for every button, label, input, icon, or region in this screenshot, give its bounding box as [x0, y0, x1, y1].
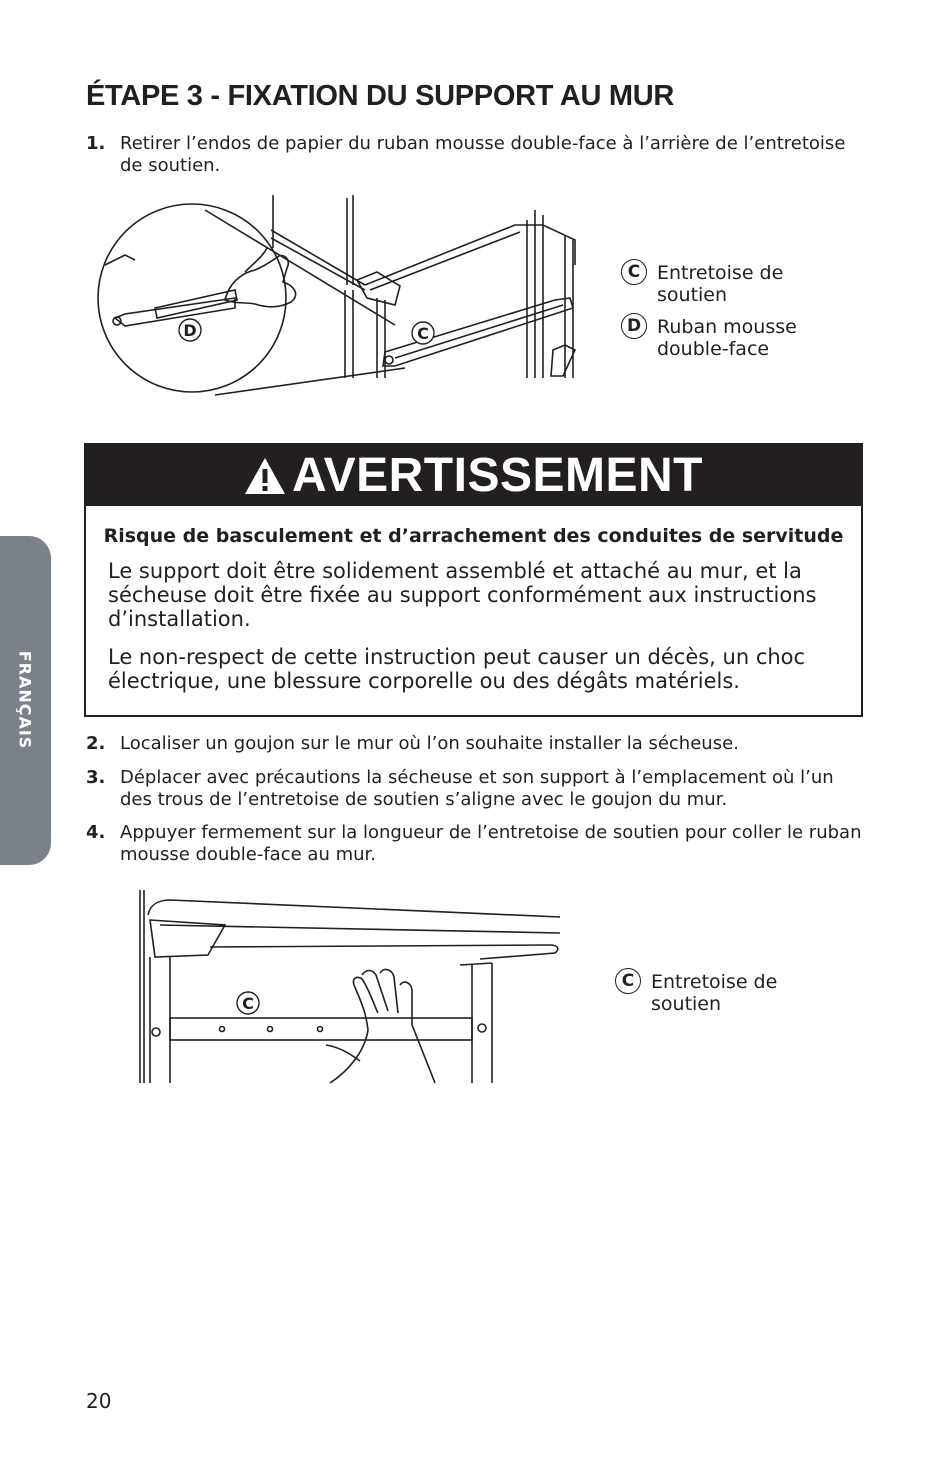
warning-paragraph-1: Le support doit être solidement assemblé et attaché au mur, et la sécheuse doit être fixée au support conformément aux instructions d’installation. [108, 559, 817, 631]
callout-c: C [242, 994, 254, 1013]
language-tab [0, 536, 51, 865]
step-heading: ÉTAPE 3 - FIXATION DU SUPPORT AU MUR [86, 80, 675, 112]
warning-header-bar [86, 445, 861, 506]
legend-item-c [621, 262, 841, 306]
callout-d: D [183, 321, 197, 340]
warning-triangle-icon [244, 457, 286, 495]
page-number: 20 [86, 1389, 112, 1413]
step-2 [86, 733, 866, 755]
step-text: Déplacer avec précautions la sécheuse et son support à l’emplacement où l’un des trous de l’entretoise de soutien s’aligne avec le goujon du mur. [120, 767, 834, 810]
step-text: Retirer l’endos de papier du ruban mousse double-face à l’arrière de l’entretoise de soutien. [120, 133, 846, 176]
figure2-legend [615, 971, 835, 1025]
step-4 [86, 822, 866, 866]
callout-c: C [417, 324, 429, 343]
step-number: 2. [86, 733, 106, 754]
warning-risk-title: Risque de basculement et d’arrachement des conduites de servitude [103, 525, 844, 547]
language-tab-label: FRANÇAIS [15, 650, 35, 750]
legend-label: Entretoise de soutien [657, 262, 784, 306]
warning-paragraph-2: Le non-respect de cette instruction peut causer un décès, un choc électrique, une blessure corporelle ou des dégâts matériels. [108, 645, 806, 693]
legend-label: Entretoise de soutien [651, 971, 778, 1015]
legend-item-d [621, 316, 841, 360]
legend-label: Ruban mousse double-face [657, 316, 797, 360]
step-number: 3. [86, 767, 106, 788]
warning-box [84, 443, 863, 717]
figure-pressing-support-spacer [130, 885, 570, 1090]
step-3 [86, 767, 866, 811]
legend-item-c [615, 971, 835, 1015]
step-number: 1. [86, 133, 106, 154]
legend-badge: C [615, 968, 641, 994]
step-text: Appuyer fermement sur la longueur de l’entretoise de soutien pour coller le ruban mousse double-face au mur. [120, 822, 862, 865]
warning-heading: AVERTISSEMENT [292, 449, 703, 502]
figure1-legend [621, 262, 841, 370]
figure-removing-tape-backing [95, 190, 595, 410]
step-number: 4. [86, 822, 106, 843]
step-1 [86, 133, 866, 177]
legend-badge: D [621, 313, 647, 339]
legend-badge: C [621, 259, 647, 285]
step-text: Localiser un goujon sur le mur où l’on souhaite installer la sécheuse. [120, 733, 739, 754]
